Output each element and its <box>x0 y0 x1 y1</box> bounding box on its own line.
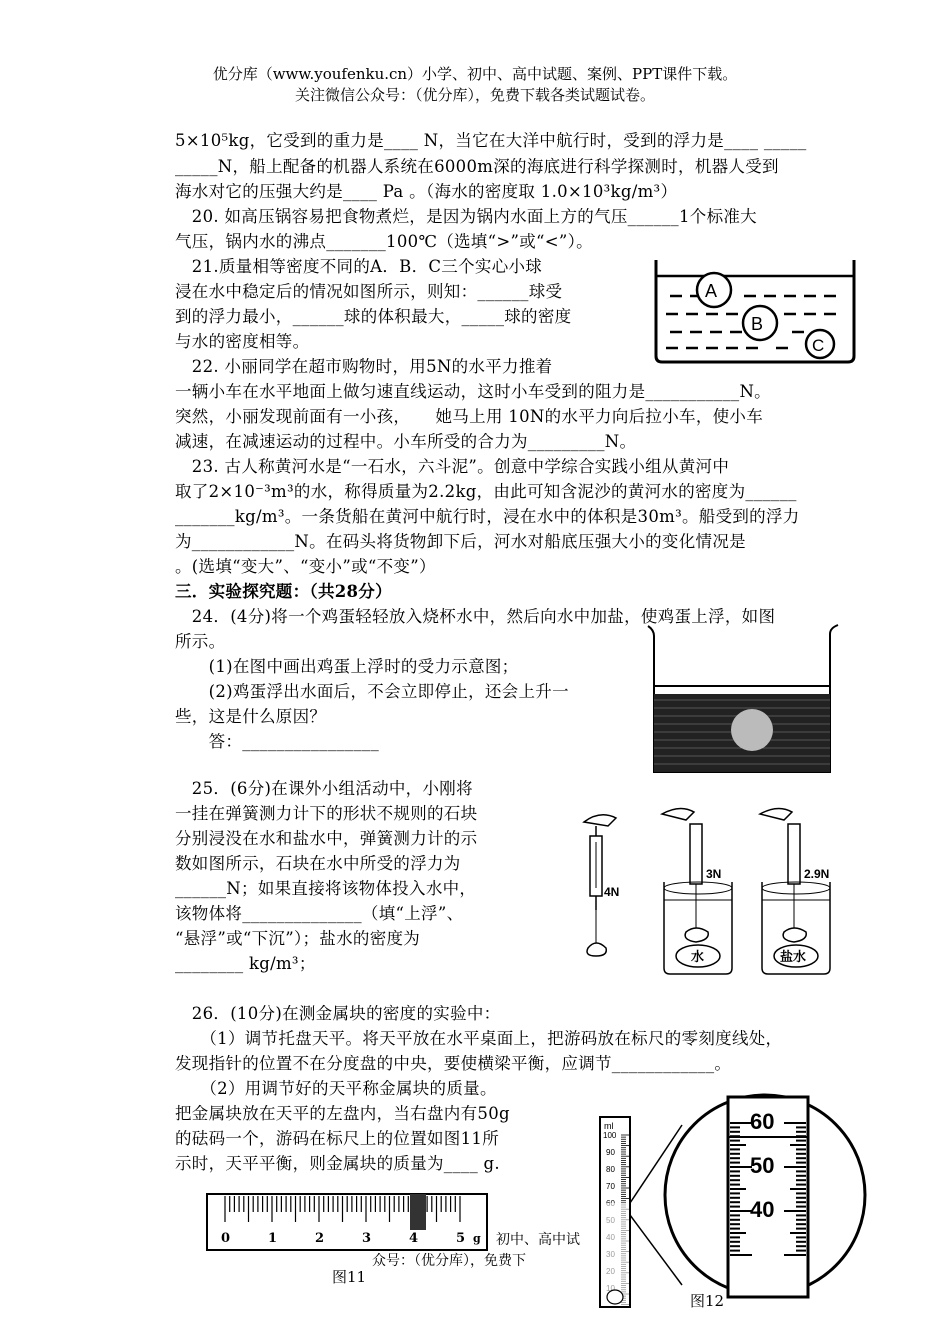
cylinder-tick-label: 100 <box>603 1131 617 1140</box>
header-line-1: 优分库（www.youfenku.cn）小学、初中、高中试题、案例、PPT课件下载。 <box>212 65 738 83</box>
text-line: 5×10⁵kg，它受到的重力是____ N，当它在大洋中航行时，受到的浮力是____ _____ <box>175 131 807 150</box>
text-line: 22. 小丽同学在超市购物时，用5N的水平力推着 <box>175 357 553 376</box>
text-line: 20. 如高压锅容易把食物煮烂，是因为锅内水面上方的气压______1个标准大 <box>175 207 757 226</box>
q26-line: （2）用调节好的天平称金属块的质量。 <box>175 1079 497 1098</box>
q24-line: 些，这是什么原因？ <box>175 707 327 726</box>
figure-q21-balls <box>652 256 857 366</box>
q24-line: 所示。 <box>175 632 226 651</box>
section-heading: 三．实验探究题：（共28分） <box>175 582 392 601</box>
text-line: 。(选填“变大”、“变小”或“不变”） <box>175 557 436 576</box>
ruler-tick-label: 5 <box>456 1231 466 1246</box>
q24-line: (1)在图中画出鸡蛋上浮时的受力示意图； <box>175 657 519 676</box>
q25-line: 该物体将______________（填“上浮”、 <box>175 904 464 923</box>
ball-label: B <box>751 314 764 334</box>
text-line: 到的浮力最小，______球的体积最大，_____球的密度 <box>175 307 572 326</box>
q25-line: 一挂在弹簧测力计下的形状不规则的石块 <box>175 804 478 823</box>
q26-line: （1）调节托盘天平。将天平放在水平桌面上，把游码放在标尺的零刻度线处， <box>175 1029 783 1048</box>
text-line: _______kg/m³。一条货船在黄河中航行时，浸在水中的体积是30m³。船受到的浮力 <box>175 507 800 526</box>
text-line: 与水的密度相等。 <box>175 332 310 351</box>
zoom-tick-label: 50 <box>750 1153 775 1178</box>
q25-line: “悬浮”或“下沉”）；盐水的密度为 <box>175 929 421 948</box>
figure-q24-beaker <box>640 620 840 780</box>
q24-line: (2)鸡蛋浮出水面后，不会立即停止，还会上升一 <box>175 682 569 701</box>
text-line: 突然，小丽发现前面有一小孩， 她马上用 10N的水平力向后拉小车，使小车 <box>175 407 764 426</box>
footer-overlap-a: 初中、高中试 <box>496 1232 580 1248</box>
q24-line: 答：________________ <box>175 732 379 751</box>
text-line: 减速，在减速运动的过程中。小车所受的合力为_________N。 <box>175 432 637 451</box>
ruler-tick-label: g <box>473 1232 481 1245</box>
cylinder-unit: ml <box>604 1121 614 1131</box>
ruler-tick-label: 4 <box>409 1231 419 1246</box>
ball-label: C <box>812 336 825 355</box>
scale-reading-1: 4N <box>604 885 620 899</box>
ruler-tick-label: 3 <box>362 1231 372 1246</box>
zoom-tick-label: 40 <box>750 1197 775 1222</box>
ruler-tick-label: 1 <box>268 1231 278 1246</box>
text-line: 气压，锅内水的沸点_______100℃（选填“>”或“<”）。 <box>175 232 593 251</box>
q24-line: 24．(4分)将一个鸡蛋轻轻放入烧杯水中，然后向水中加盐，使鸡蛋上浮，如图 <box>175 607 776 626</box>
q25-line: ________ kg/m³； <box>175 954 316 973</box>
figure-11-ruler <box>205 1190 490 1255</box>
text-line: _____N，船上配备的机器人系统在6000m深的海底进行科学探测时，机器人受到 <box>175 157 779 176</box>
footer-overlap-b: 众号：（优分库），免费下 <box>372 1253 526 1269</box>
q25-line: 分别浸没在水和盐水中，弹簧测力计的示 <box>175 829 478 848</box>
scale-reading-3: 2.9N <box>804 867 830 881</box>
beaker-label-water: 水 <box>691 950 705 965</box>
text-line: 23. 古人称黄河水是“一石水，六斗泥”。创意中学综合实践小组从黄河中 <box>175 457 730 476</box>
q26-line: 把金属块放在天平的左盘内，当右盘内有50g <box>175 1104 510 1123</box>
ruler-tick-label: 2 <box>315 1231 325 1246</box>
q26-line: 发现指针的位置不在分度盘的中央，要使横梁平衡，应调节____________。 <box>175 1054 732 1073</box>
text-line: 取了2×10⁻³m³的水，称得质量为2.2kg，由此可知含泥沙的黄河水的密度为______ <box>175 482 797 501</box>
q26-line: 示时，天平平衡，则金属块的质量为____ g. <box>175 1154 500 1173</box>
text-line: 浸在水中稳定后的情况如图所示，则知：______球受 <box>175 282 563 301</box>
text-line: 21.质量相等密度不同的A．B．C三个实心小球 <box>175 257 543 276</box>
q25-line: ______N；如果直接将该物体投入水中， <box>175 879 477 898</box>
q26-line: 26．(10分)在测金属块的密度的实验中： <box>175 1004 501 1023</box>
q25-line: 25．(6分)在课外小组活动中，小刚将 <box>175 779 473 798</box>
figure-q25-spring-scales <box>570 800 860 980</box>
q26-line: 的砝码一个，游码在标尺上的位置如图11所 <box>175 1129 499 1148</box>
q25-line: 数如图所示，石块在水中所受的浮力为 <box>175 854 461 873</box>
text-line: 海水对它的压强大约是____ Pa 。（海水的密度取 1.0×10³kg/m³） <box>175 182 678 201</box>
zoom-tick-label: 60 <box>750 1109 775 1134</box>
ruler-tick-label: 0 <box>221 1231 231 1246</box>
text-line: 为____________N。在码头将货物卸下后，河水对船底压强大小的变化情况是 <box>175 532 746 551</box>
figure-12-caption: 图12 <box>690 1292 725 1310</box>
figure-11-caption: 图11 <box>332 1268 367 1286</box>
cylinder-tick-label: 90 <box>606 1148 615 1157</box>
header-line-2: 关注微信公众号：（优分库），免费下载各类试题试卷。 <box>294 86 655 104</box>
beaker-label-salt: 盐水 <box>780 950 807 965</box>
ball-label: A <box>705 281 718 301</box>
cylinder-tick-label: 80 <box>606 1165 615 1174</box>
cylinder-tick-label: 70 <box>606 1182 615 1191</box>
figure-12-cylinder <box>590 1085 890 1315</box>
scale-reading-2: 3N <box>706 867 722 881</box>
text-line: 一辆小车在水平地面上做匀速直线运动，这时小车受到的阻力是___________N。 <box>175 382 771 401</box>
